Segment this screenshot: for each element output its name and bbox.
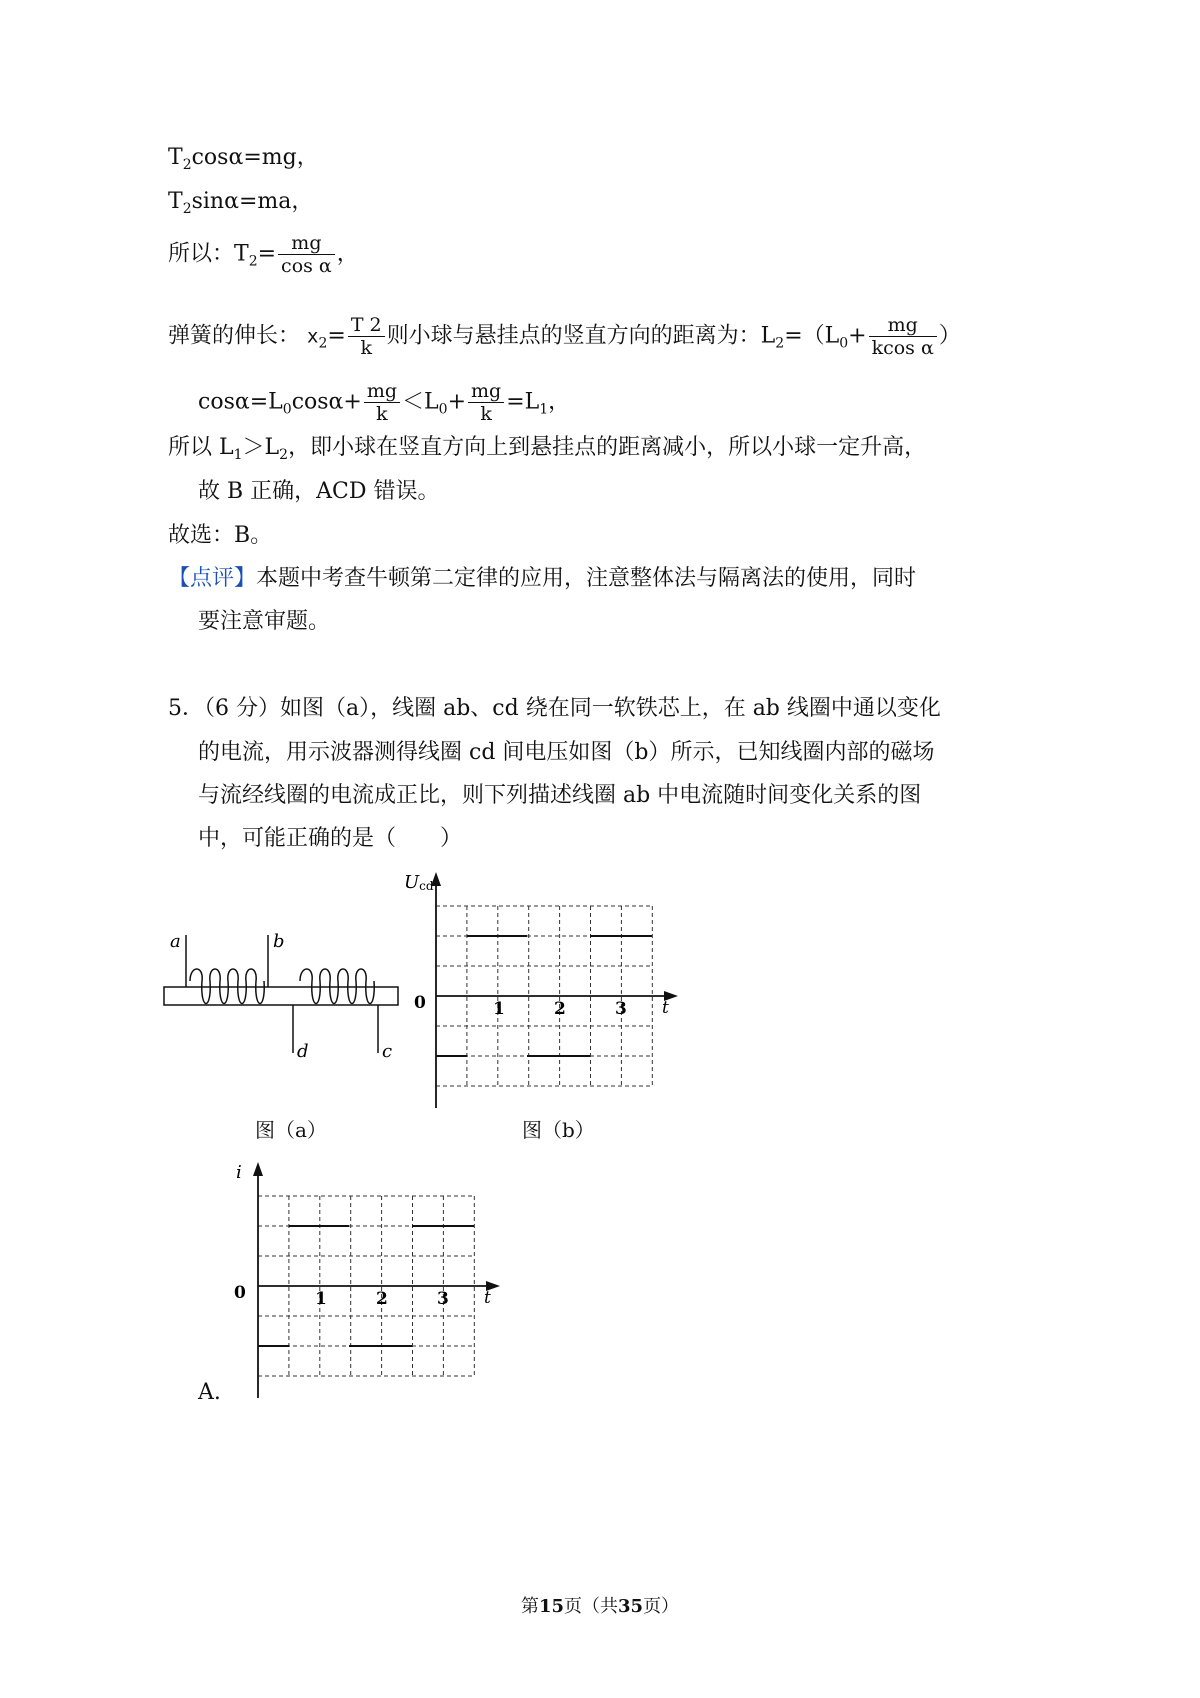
numerator: mg (869, 314, 937, 337)
equation-vertical (168, 143, 319, 180)
denominator: k (480, 403, 492, 425)
equation-extension (168, 314, 961, 359)
equation-tension (168, 232, 359, 277)
graph-ucd (396, 868, 686, 1110)
fraction (869, 314, 937, 359)
text: = (327, 323, 346, 349)
comment-line (168, 564, 916, 594)
subscript: 0 (839, 335, 849, 352)
coil-diagram (160, 925, 410, 1065)
graph-option-a (218, 1158, 508, 1400)
text: ＞L (242, 435, 280, 460)
iron-core (164, 987, 398, 1005)
conclusion-line-2: 故 B 正确，ACD 错误。 (198, 479, 440, 504)
origin-label: 0 (414, 993, 426, 1013)
text: =L (506, 389, 540, 415)
label-b: b (273, 931, 285, 952)
text: T (168, 145, 183, 170)
label-a: a (170, 931, 181, 952)
question-line-2: 的电流，用示波器测得线圈 cd 间电压如图（b）所示，已知线圈内部的磁场 (198, 740, 935, 765)
text: 所以 L (168, 435, 234, 460)
tick-1: 1 (315, 1289, 327, 1309)
x-label: t (662, 998, 669, 1018)
text: ） (938, 323, 961, 349)
tick-1: 1 (493, 999, 505, 1019)
fraction (468, 380, 504, 425)
x-label: t (484, 1288, 491, 1308)
label-d: d (297, 1041, 309, 1062)
question-line-1: 5．（6 分）如图（a），线圈 ab、cd 绕在同一软铁芯上，在 ab 线圈中通以变化 (168, 696, 941, 721)
text: ， (336, 241, 359, 267)
comment-tag: 【点评】 (168, 566, 257, 591)
subscript: 0 (438, 401, 448, 418)
tick-2: 2 (554, 999, 566, 1019)
numerator: mg (278, 232, 335, 255)
text: cosα+ (291, 389, 362, 415)
fraction (364, 380, 400, 425)
page-number: 15 (538, 1596, 564, 1617)
numerator: mg (364, 380, 400, 403)
question-line-3: 与流经线圈的电流成正比，则下列描述线圈 ab 中电流随时间变化关系的图 (198, 783, 922, 808)
text: = (257, 241, 277, 267)
text: 所以：T (168, 241, 249, 267)
page-footer: 第15页（共35页） (520, 1596, 680, 1617)
subscript: 2 (182, 201, 192, 217)
text: 本题中考查牛顿第二定律的应用，注意整体法与隔离法的使用，同时 (256, 566, 917, 591)
text: 则小球与悬挂点的竖直方向的距离为：L (386, 323, 776, 349)
subscript: 0 (282, 401, 292, 418)
caption-a: 图（a） (255, 1118, 327, 1142)
numerator: T 2 (348, 314, 385, 337)
text: T (168, 189, 183, 214)
variable: L (424, 389, 439, 415)
fraction (278, 232, 335, 277)
tick-2: 2 (376, 1289, 388, 1309)
y-label: i (236, 1162, 242, 1183)
text: cosα=mg， (191, 145, 319, 170)
denominator: cos α (281, 255, 332, 277)
comment-line-2: 要注意审题。 (198, 609, 331, 634)
text: cosα=L (198, 389, 283, 415)
answer-line: 故选：B。 (168, 523, 273, 548)
denominator: kcos α (871, 337, 934, 359)
question-line-4: 中，可能正确的是（ ） (198, 826, 463, 851)
subscript: 1 (233, 447, 243, 463)
tick-3: 3 (437, 1289, 449, 1309)
subscript: 2 (318, 335, 328, 352)
conclusion-line (168, 433, 926, 470)
text: ＜ (402, 389, 425, 415)
variable: x (307, 325, 319, 348)
text: 弹簧的伸长： (168, 323, 301, 349)
page-total: 35 (618, 1596, 644, 1617)
text: ， (548, 389, 571, 415)
subscript: 2 (248, 253, 258, 270)
numerator: mg (468, 380, 504, 403)
origin-label: 0 (234, 1283, 246, 1303)
caption-b: 图（b） (522, 1118, 595, 1142)
text: =（L (784, 323, 840, 349)
equation-inequality (198, 380, 570, 425)
text: + (848, 323, 867, 349)
label-c: c (382, 1041, 393, 1062)
tick-3: 3 (615, 999, 627, 1019)
text: + (447, 389, 467, 415)
subscript: 2 (775, 335, 785, 352)
denominator: k (376, 403, 388, 425)
subscript: 2 (279, 447, 289, 463)
text: sinα=ma， (191, 189, 314, 214)
fraction (348, 314, 385, 359)
equation-horizontal (168, 187, 313, 224)
y-axis-arrow (253, 1162, 263, 1176)
subscript: 1 (539, 401, 549, 418)
option-a-label: A. (198, 1380, 221, 1405)
y-label: Ucd (404, 872, 434, 893)
subscript: 2 (182, 157, 192, 173)
denominator: k (360, 337, 372, 359)
text: ，即小球在竖直方向上到悬挂点的距离减小，所以小球一定升高， (288, 435, 927, 460)
